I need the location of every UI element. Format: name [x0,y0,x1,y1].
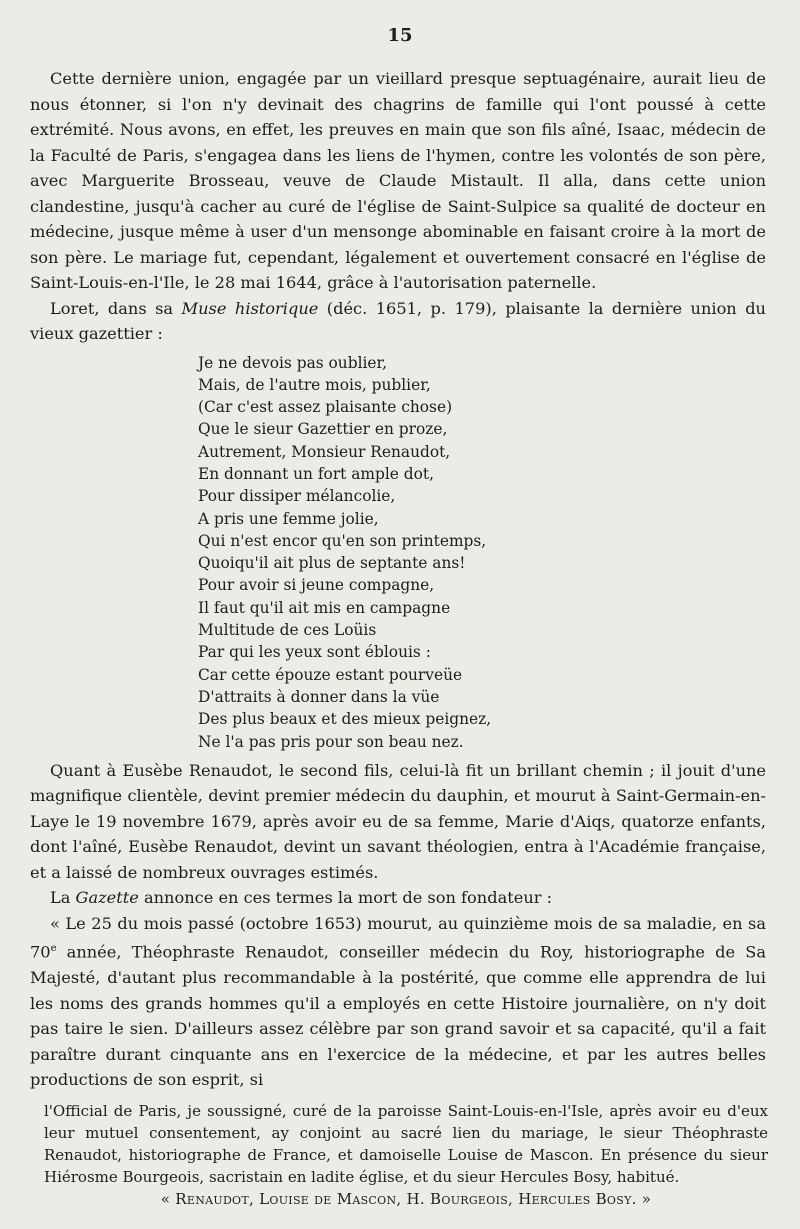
page-number: 15 [387,25,413,46]
verse-line: Autrement, Monsieur Renaudot, [198,442,451,461]
ordinal-superscript: e [50,943,57,955]
work-title-gazette: Gazette [75,888,139,908]
verse-line: Mais, de l'autre mois, publier, [198,375,431,394]
paragraph-eusebe: Quant à Eusèbe Renaudot, le second fils, celui-là fit un brillant chemin ; il jouit d'une magnifique clientèle, devint premier médecin du dauphin, et mourut à Saint-Germain-en-Laye le 19 novembre 1679, après avoir eu de sa femme, Marie d'Aiqs, quatorze enfants, dont l'aîné, Eusèbe Renaudot, devint un savant théologien, entra à l'Académie française, et a laissé de nombreux ouvrages estimés. [30,760,766,882]
main-text [30,66,766,1093]
verse-line: Pour avoir si jeune compagne, [198,576,435,595]
verse-line: Multitude de ces Loüis [198,621,377,640]
paragraph-obituary-quote [30,911,766,1093]
verse-line: Des plus beaux et des mieux peignez, [198,710,492,729]
verse-line: Quoiqu'il ait plus de septante ans! [198,554,466,573]
paragraph-gazette-intro [30,885,766,911]
paragraph-marriage: Cette dernière union, engagée par un vieillard presque septuagénaire, aurait lieu de nous étonner, si l'on n'y devinait des chagrins de famille qui l'ont poussé à cette extrémité. Nous avons, en effet, les preuves en main que son fils aîné, Isaac, médecin de la Faculté de Paris, s'engagea dans les liens de l'hymen, contre les volontés de son père, avec Marguerite Brosseau, veuve de Claude Mistault. Il alla, dans cette union clandestine, jusqu'à cacher au curé de l'église de Saint-Sulpice sa qualité de docteur en médecine, jusque même à user d'un mensonge abominable en faisant croire à la mort de son père. Le mariage fut, cependant, légalement et ouvertement consacré en l'église de Saint-Louis-en-l'Ile, le 28 mai 1644, grâce à l'autorisation paternelle. [30,69,766,292]
verse-line: Je ne devois pas oublier, [198,353,388,372]
paragraph-gazette-rest: annonce en ces termes la mort de son fondateur : [138,888,553,908]
work-title-muse-historique: Muse historique [181,298,319,318]
verse-line: Il faut qu'il ait mis en campagne [198,598,451,617]
footnote-signature: « Renaudot, Louise de Mascon, H. Bourgeois, Hercules Bosy. » [160,1190,652,1208]
verse-line: Que le sieur Gazettier en proze, [198,420,448,439]
verse-line: D'attraits à donner dans la vüe [198,687,440,706]
verse-line: Par qui les yeux sont éblouis : [198,643,431,662]
verse-line: Qui n'est encor qu'en son printemps, [198,531,487,550]
verse-poem [198,352,766,753]
obituary-lead: « Le 25 du mois passé (octobre 1653) mourut, au quinzième mois de sa maladie, en sa 70 [30,913,766,962]
footnote-text: l'Official de Paris, je soussigné, curé de la paroisse Saint-Louis-en-l'Isle, après avoir eu d'eux leur mutuel consentement, ay conjoint au sacré lien du mariage, le sieur Théophraste Renaudot, historiographe de France, et damoiselle Louise de Mascon. En présence du sieur Hiérosme Bourgeois, sacristain en ladite église, et du sieur Hercules Bosy, habitué. [44,1102,768,1186]
paragraph-gazette-lead: La [50,888,76,908]
paragraph-loret-rest: (déc. 1651, p. 179), plaisante la dernière union du vieux gazettier : [30,298,766,343]
verse-line: A pris une femme jolie, [198,509,379,528]
paragraph-loret-lead: Loret, dans sa [50,298,182,318]
verse-line: En donnant un fort ample dot, [198,464,434,483]
verse-line: Ne l'a pas pris pour son beau nez. [198,732,464,751]
verse-line: (Car c'est assez plaisante chose) [198,398,453,417]
obituary-rest: année, Théophraste Renaudot, conseiller médecin du Roy, historiographe de Sa Majesté, d'autant plus recommandable à la postérité, que comme elle apprendra de lui les noms des grands hommes qu'il a employés en cette Histoire journalière, on n'y doit pas taire le sien. D'ailleurs assez célèbre par son grand savoir et sa capacité, qu'il a fait paraître durant cinquante ans en l'exercice de la médecine, et par les autres belles productions de son esprit, si [30,942,766,1090]
verse-line: Pour dissiper mélancolie, [198,487,396,506]
verse-line: Car cette épouze estant pourveüe [198,665,463,684]
footnote [44,1100,768,1210]
paragraph-loret [30,296,766,347]
